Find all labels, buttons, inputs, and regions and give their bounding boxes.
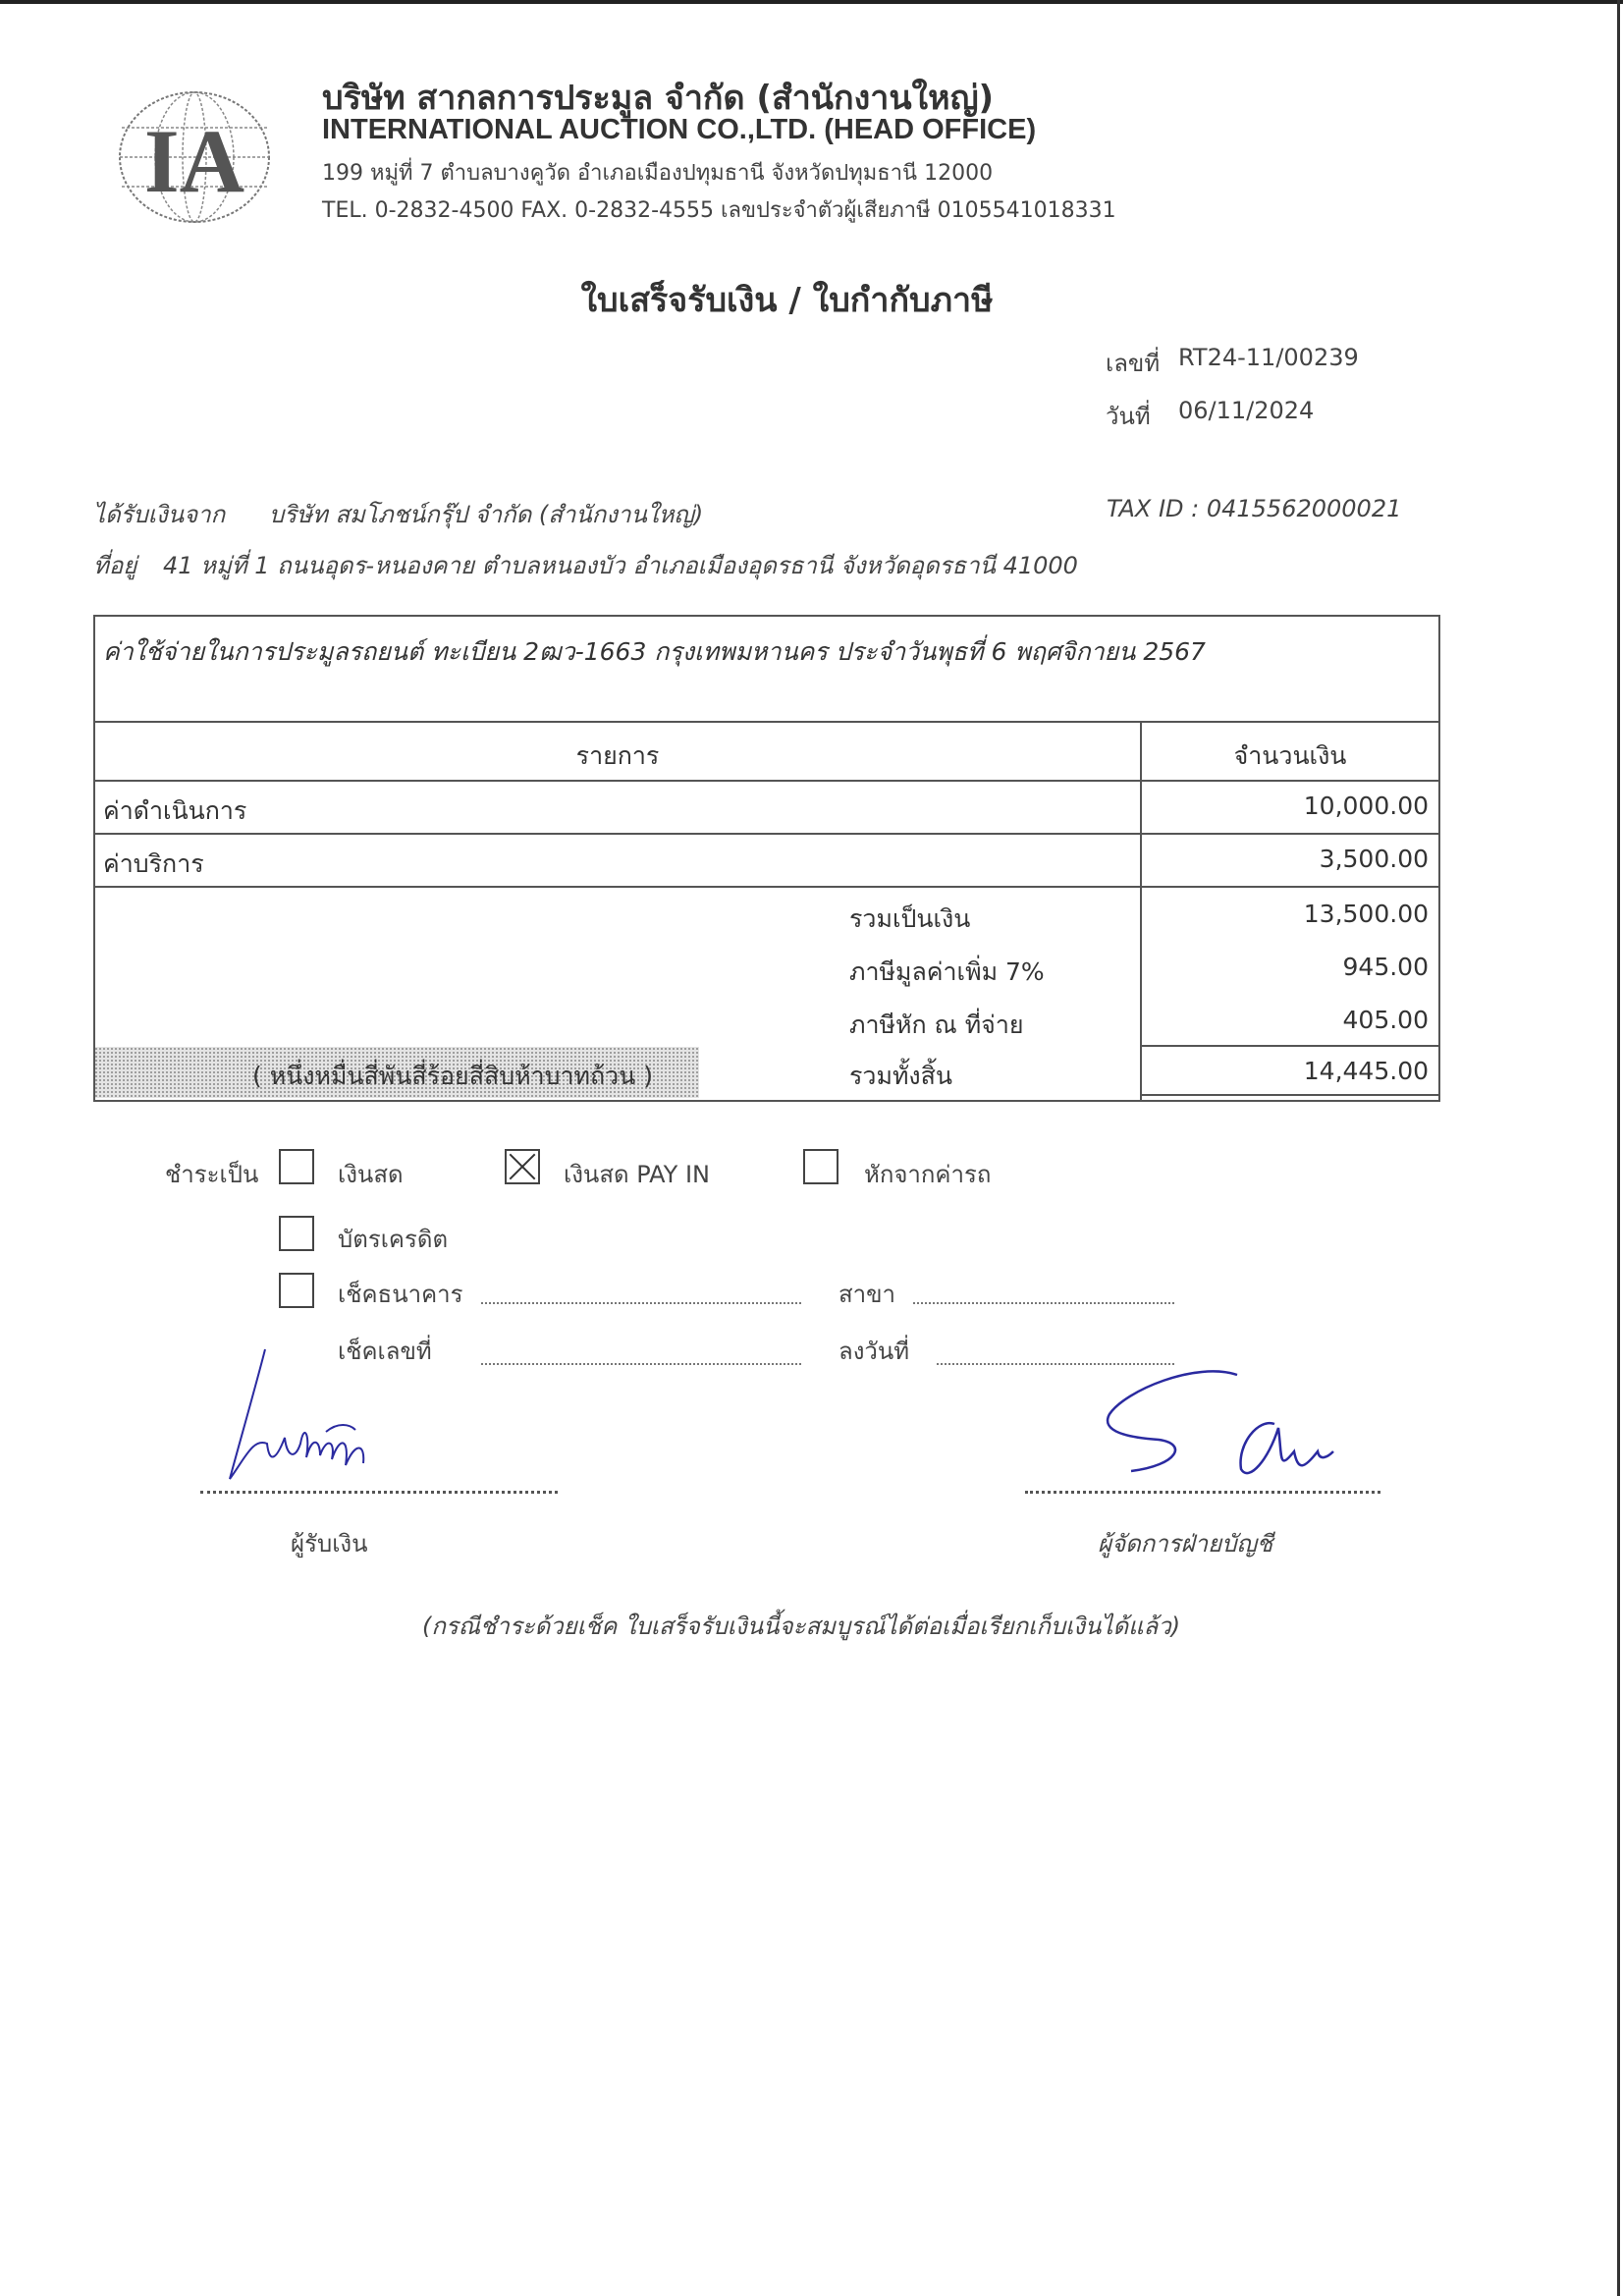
manager-label: ผู้จัดการฝ่ายบัญชี [1098,1530,1273,1558]
payin-label: เงินสด PAY IN [564,1161,711,1188]
deduct-label: หักจากค่ารถ [864,1161,992,1188]
manager-signature-line [1025,1491,1380,1494]
cheque-number-line[interactable] [481,1363,801,1365]
deduct-checkbox[interactable] [803,1149,839,1184]
items-table [93,615,1440,1102]
cheque-bank-line[interactable] [481,1302,801,1304]
receiver-signature [216,1341,412,1489]
receipt-number: RT24-11/00239 [1178,344,1359,371]
vat-label: ภาษีมูลค่าเพิ่ม 7% [849,957,1045,986]
cheque-date-label: ลงวันที่ [839,1338,910,1365]
table-line [95,833,1438,835]
cheque-number-label: เช็คเลขที่ [338,1338,432,1365]
table-description: ค่าใช้จ่ายในการประมูลรถยนต์ ทะเบียน 2ฒว-1663 กรุงเทพมหานคร ประจำวันพุธที่ 6 พฤศจิกายน 2567 [103,637,1206,666]
company-logo [116,88,273,226]
payin-checkbox[interactable] [505,1149,540,1184]
row-amount: 10,000.00 [1303,792,1429,820]
customer-tax-id: TAX ID : 0415562000021 [1107,495,1402,522]
company-address: 199 หมู่ที่ 7 ตำบลบางคูวัด อำเภอเมืองปทุมธานี จังหวัดปทุมธานี 12000 [322,161,994,186]
table-line [95,721,1438,723]
manager-signature [1090,1361,1345,1489]
footer-note: (กรณีชำระด้วยเช็ค ใบเสร็จรับเงินนี้จะสมบูรณ์ได้ต่อเมื่อเรียกเก็บเงินได้แล้ว) [422,1613,1181,1640]
cash-label: เงินสด [338,1161,404,1188]
cash-checkbox[interactable] [279,1149,314,1184]
customer-address-label: ที่อยู่ [93,552,137,579]
withholding-tax-value: 405.00 [1342,1006,1429,1034]
company-name-thai: บริษัท สากลการประมูล จำกัด (สำนักงานใหญ่) [322,79,995,118]
payment-label: ชำระเป็น [165,1161,259,1188]
top-border [0,0,1623,4]
branch-label: สาขา [839,1281,896,1308]
table-line [95,886,1438,888]
row-item: ค่าดำเนินการ [103,796,247,825]
header-item: รายการ [575,741,660,770]
receipt-number-label: เลขที่ [1106,350,1161,377]
document-title: ใบเสร็จรับเงิน / ใบกำกับภาษี [580,281,994,320]
receipt-date-label: วันที่ [1106,403,1151,430]
vat-value: 945.00 [1342,953,1429,981]
withholding-tax-label: ภาษีหัก ณ ที่จ่าย [849,1011,1024,1039]
table-line [1142,1094,1438,1096]
receiver-label: ผู้รับเงิน [291,1530,368,1558]
received-from-label: ได้รับเงินจาก [93,501,226,528]
cheque-checkbox[interactable] [279,1273,314,1308]
cheque-label: เช็คธนาคาร [338,1281,463,1308]
table-line [95,780,1438,782]
company-contact: TEL. 0-2832-4500 FAX. 0-2832-4555 เลขประจำตัวผู้เสียภาษี 0105541018331 [322,198,1116,223]
branch-line[interactable] [913,1302,1174,1304]
receipt-date: 06/11/2024 [1178,397,1315,424]
subtotal-value: 13,500.00 [1303,900,1429,928]
credit-card-label: บัตรเครดิต [338,1226,449,1253]
amount-in-words: ( หนึ่งหมื่นสี่พันสี่ร้อยสี่สิบห้าบาทถ้วน ) [252,1062,653,1090]
subtotal-label: รวมเป็นเงิน [849,904,971,933]
row-item: ค่าบริการ [103,849,204,878]
table-line [1142,1045,1438,1047]
row-amount: 3,500.00 [1319,845,1429,873]
customer-name: บริษัท สมโภชน์กรุ๊ป จำกัด (สำนักงานใหญ่) [269,501,704,528]
credit-card-checkbox[interactable] [279,1216,314,1251]
total-label: รวมทั้งสิ้น [849,1062,952,1090]
header-amount: จำนวนเงิน [1233,741,1347,770]
right-border [1617,0,1620,2296]
logo-text: IA [143,111,245,211]
total-value: 14,445.00 [1303,1057,1429,1085]
customer-address: 41 หมู่ที่ 1 ถนนอุดร-หนองคาย ตำบลหนองบัว อำเภอเมืองอุดรธานี จังหวัดอุดรธานี 41000 [163,552,1078,579]
receiver-signature-line [200,1491,558,1494]
company-name-english: INTERNATIONAL AUCTION CO.,LTD. (HEAD OFFICE) [322,114,1037,145]
